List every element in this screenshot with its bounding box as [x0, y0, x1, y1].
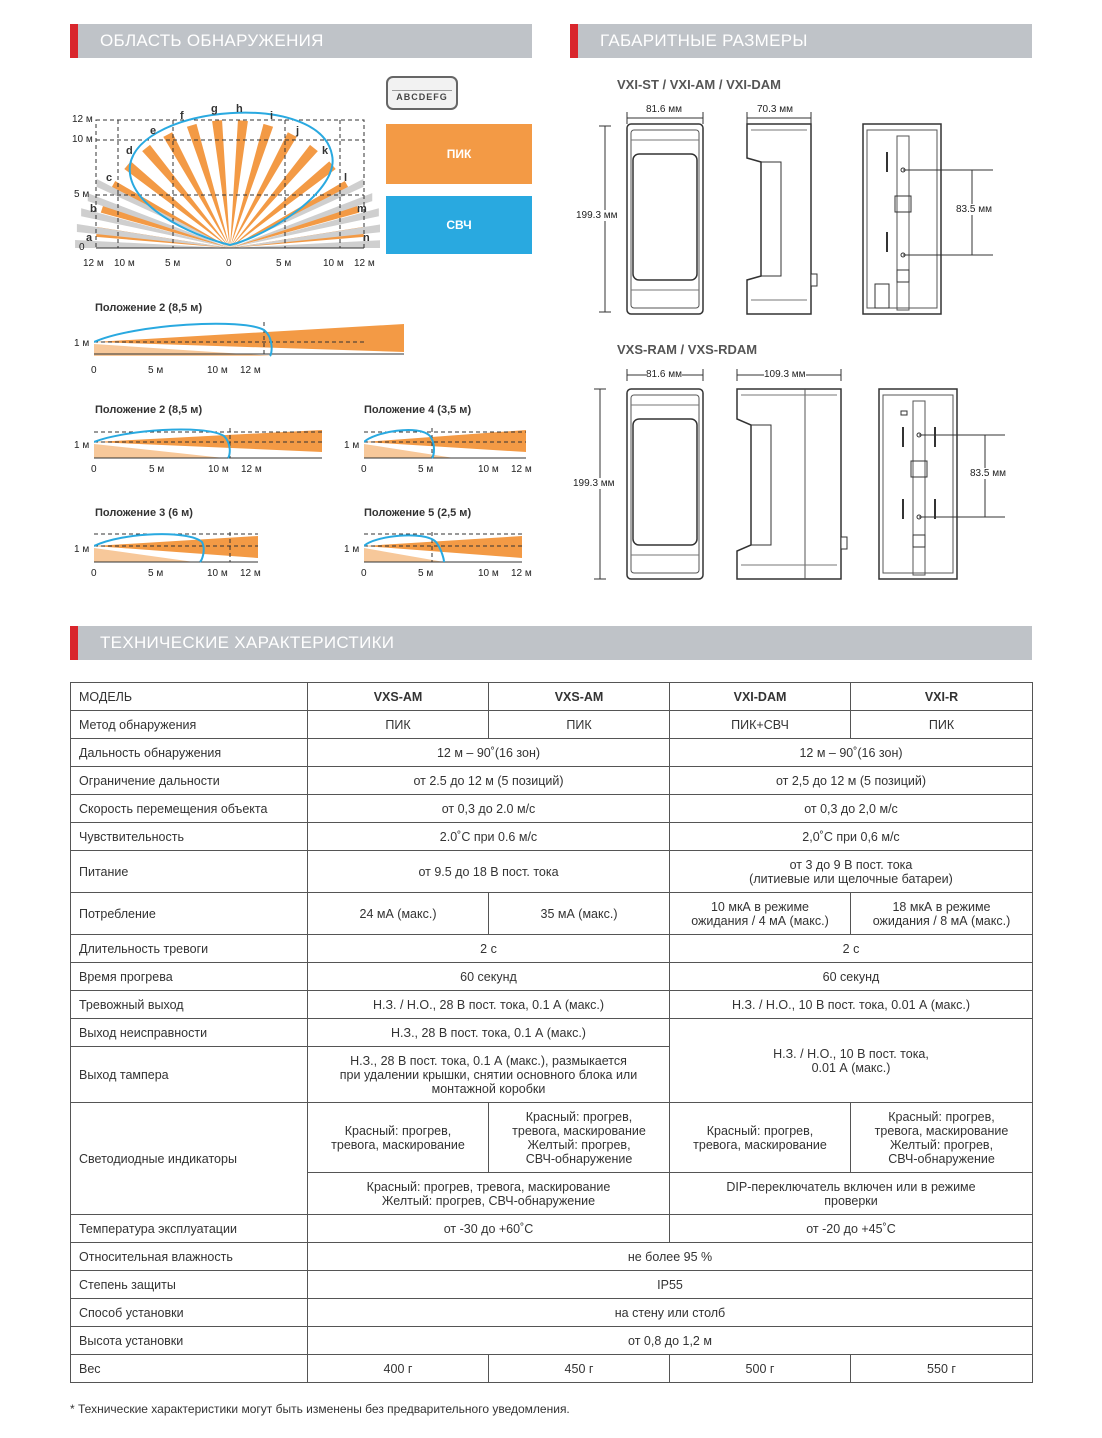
range-limit-right: от 2,5 до 12 м (5 позиций): [670, 767, 1033, 795]
led-col-3: Красный: прогрев, тревога, маскирование: [670, 1103, 851, 1173]
dimensions-drawing-1: [575, 100, 1005, 322]
model-col-1: VXS-AM: [308, 683, 489, 711]
warmup-left: 60 секунд: [308, 963, 670, 991]
consumption-col-1: 24 мА (макс.): [308, 893, 489, 935]
side-view-3: [364, 422, 528, 462]
height-1-label: 199.3 мм: [576, 210, 618, 221]
led-col-1: Красный: прогрев, тревога, маскирование: [308, 1103, 489, 1173]
side-view-5-x10: 10 м: [478, 568, 499, 579]
zone-j: j: [296, 125, 300, 137]
sensitivity-right: 2,0˚C при 0,6 м/с: [670, 823, 1033, 851]
zone-m: m: [357, 203, 367, 215]
weight-col-3: 500 г: [670, 1355, 851, 1383]
power-label: Питание: [71, 851, 308, 893]
side-view-2-x0: 0: [91, 464, 97, 475]
table-row: [71, 1019, 1033, 1047]
side-view-2-x5: 5 м: [149, 464, 165, 475]
x-label-5l: 5 м: [165, 258, 181, 269]
side-view-1-x12: 12 м: [240, 365, 261, 376]
range-limit-label: Ограничение дальности: [71, 767, 308, 795]
side-view-4-ylabel: 1 м: [74, 544, 90, 555]
alarm-duration-right: 2 с: [670, 935, 1033, 963]
side-view-2-title: Положение 2 (8,5 м): [95, 404, 203, 416]
mounting-label: Способ установки: [71, 1299, 308, 1327]
model-col-3: VXI-DAM: [670, 683, 851, 711]
weight-col-4: 550 г: [851, 1355, 1033, 1383]
detection-area-header: [70, 24, 532, 58]
zone-n: n: [363, 232, 370, 244]
x-label-12r: 12 м: [354, 258, 375, 269]
led-left-bottom: Красный: прогрев, тревога, маскирование Желтый: прогрев, СВЧ-обнаружение: [308, 1173, 670, 1215]
table-row: [71, 893, 1033, 935]
model-group-1: VXI-ST / VXI-AM / VXI-DAM: [617, 77, 781, 92]
table-row: [71, 851, 1033, 893]
method-col-2: ПИК: [489, 711, 670, 739]
side-view-5: [364, 526, 524, 566]
side-view-1: [94, 318, 406, 362]
power-right: от 3 до 9 В пост. тока (литиевые или щелочные батареи): [670, 851, 1033, 893]
legend-mw-label: СВЧ: [446, 218, 472, 232]
table-row: [71, 683, 1033, 711]
side-view-1-title: Положение 2 (8,5 м): [95, 302, 203, 314]
side-view-3-x5: 5 м: [418, 464, 434, 475]
side-view-1-ylabel: 1 м: [74, 338, 90, 349]
zone-g: g: [211, 103, 218, 115]
height-2-label: 199.3 мм: [573, 478, 615, 489]
zone-d: d: [126, 145, 133, 157]
x-label-10r: 10 м: [323, 258, 344, 269]
width-2-label: 81.6 мм: [646, 369, 682, 380]
model-group-2: VXS-RAM / VXS-RDAM: [617, 342, 758, 357]
power-left: от 9.5 до 18 В пост. тока: [308, 851, 670, 893]
alarm-duration-label: Длительность тревоги: [71, 935, 308, 963]
zone-f: f: [180, 110, 184, 122]
side-view-4-x12: 12 м: [240, 568, 261, 579]
side-view-5-ylabel: 1 м: [344, 544, 360, 555]
side-view-5-title: Положение 5 (2,5 м): [364, 507, 472, 519]
height-label: Высота установки: [71, 1327, 308, 1355]
mount-2-label: 83.5 мм: [970, 468, 1006, 479]
table-row: [71, 711, 1033, 739]
table-row: [71, 1355, 1033, 1383]
side-view-5-x5: 5 м: [418, 568, 434, 579]
humidity-label: Относительная влажность: [71, 1243, 308, 1271]
sensitivity-left: 2.0˚C при 0.6 м/с: [308, 823, 670, 851]
table-row: [71, 963, 1033, 991]
side-view-4-x5: 5 м: [148, 568, 164, 579]
side-view-3-x0: 0: [361, 464, 367, 475]
footnote: * Технические характеристики могут быть изменены без предварительного уведомления.: [70, 1402, 570, 1416]
alarm-output-label: Тревожный выход: [71, 991, 308, 1019]
table-row: [71, 767, 1033, 795]
zone-e: e: [150, 125, 157, 137]
consumption-label: Потребление: [71, 893, 308, 935]
alarm-output-left: Н.З. / Н.О., 28 В пост. тока, 0.1 А (макс.): [308, 991, 670, 1019]
legend-pir: [386, 124, 532, 184]
weight-col-2: 450 г: [489, 1355, 670, 1383]
range-label: Дальность обнаружения: [71, 739, 308, 767]
mounting-value: на стену или столб: [308, 1299, 1033, 1327]
consumption-col-3: 10 мкА в режиме ожидания / 4 мА (макс.): [670, 893, 851, 935]
zone-h: h: [236, 103, 243, 115]
protection-label: Степень защиты: [71, 1271, 308, 1299]
dimensions-header: [570, 24, 1032, 58]
table-row: [71, 1103, 1033, 1173]
speed-label: Скорость перемещения объекта: [71, 795, 308, 823]
led-col-4: Красный: прогрев, тревога, маскирование Желтый: прогрев, СВЧ-обнаружение: [851, 1103, 1033, 1173]
side-view-1-x5: 5 м: [148, 365, 164, 376]
zone-c: c: [106, 172, 113, 184]
side-view-5-x0: 0: [361, 568, 367, 579]
fault-output-left: Н.З., 28 В пост. тока, 0.1 А (макс.): [308, 1019, 670, 1047]
table-row: [71, 1243, 1033, 1271]
sensitivity-label: Чувствительность: [71, 823, 308, 851]
side-view-3-x10: 10 м: [478, 464, 499, 475]
mount-1-label: 83.5 мм: [956, 204, 992, 215]
weight-col-1: 400 г: [308, 1355, 489, 1383]
side-view-1-x0: 0: [91, 365, 97, 376]
method-label: Метод обнаружения: [71, 711, 308, 739]
table-row: [71, 1299, 1033, 1327]
width-1-label: 81.6 мм: [646, 104, 682, 115]
led-right-bottom: DIP-переключатель включен или в режиме проверки: [670, 1173, 1033, 1215]
tamper-output-left: Н.З., 28 В пост. тока, 0.1 А (макс.), размыкается при удалении крышки, снятии основного блока или монтажной коробки: [308, 1047, 670, 1103]
warmup-right: 60 секунд: [670, 963, 1033, 991]
x-label-0: 0: [226, 258, 232, 269]
specs-table: [70, 682, 1033, 1383]
side-view-4-title: Положение 3 (6 м): [95, 507, 193, 519]
alarm-duration-left: 2 с: [308, 935, 670, 963]
zone-k: k: [322, 145, 329, 157]
specs-header: [70, 626, 1032, 660]
tamper-output-label: Выход тампера: [71, 1047, 308, 1103]
humidity-value: не более 95 %: [308, 1243, 1033, 1271]
model-header: МОДЕЛЬ: [71, 683, 308, 711]
table-row: [71, 1215, 1033, 1243]
temperature-left: от -30 до +60˚C: [308, 1215, 670, 1243]
warmup-label: Время прогрева: [71, 963, 308, 991]
fault-output-label: Выход неисправности: [71, 1019, 308, 1047]
y-label-12: 12 м: [72, 114, 93, 125]
legend-pir-label: ПИК: [446, 147, 472, 161]
zone-l: l: [344, 172, 348, 184]
table-row: [71, 935, 1033, 963]
side-view-2-x12: 12 м: [241, 464, 262, 475]
x-label-12l: 12 м: [83, 258, 104, 269]
specs-title: ТЕХНИЧЕСКИЕ ХАРАКТЕРИСТИКИ: [100, 633, 395, 652]
detection-top-view: [70, 95, 380, 255]
side-view-4-x0: 0: [91, 568, 97, 579]
table-row: [71, 1327, 1033, 1355]
side-view-4: [94, 526, 260, 566]
consumption-col-4: 18 мкА в режиме ожидания / 8 мА (макс.): [851, 893, 1033, 935]
range-selector-icon: [386, 76, 458, 110]
range-limit-left: от 2.5 до 12 м (5 позиций): [308, 767, 670, 795]
protection-value: IP55: [308, 1271, 1033, 1299]
side-view-3-ylabel: 1 м: [344, 440, 360, 451]
y-label-5: 5 м: [74, 189, 90, 200]
zone-b: b: [90, 203, 97, 215]
side-view-2-ylabel: 1 м: [74, 440, 90, 451]
range-right: 12 м – 90˚(16 зон): [670, 739, 1033, 767]
table-row: [71, 823, 1033, 851]
model-col-4: VXI-R: [851, 683, 1033, 711]
side-view-2: [94, 422, 324, 462]
side-view-1-x10: 10 м: [207, 365, 228, 376]
table-row: [71, 739, 1033, 767]
side-view-3-title: Положение 4 (3,5 м): [364, 404, 472, 416]
dimensions-title: ГАБАРИТНЫЕ РАЗМЕРЫ: [600, 31, 808, 50]
legend-mw: [386, 196, 532, 254]
model-col-2: VXS-AM: [489, 683, 670, 711]
side-view-4-x10: 10 м: [207, 568, 228, 579]
depth-2-label: 109.3 мм: [764, 369, 806, 380]
zone-a: a: [86, 232, 93, 244]
side-view-5-x12: 12 м: [511, 568, 532, 579]
method-col-3: ПИК+СВЧ: [670, 711, 851, 739]
selector-letters: ABCDEFG: [396, 92, 448, 102]
method-col-4: ПИК: [851, 711, 1033, 739]
consumption-col-2: 35 мА (макс.): [489, 893, 670, 935]
weight-label: Вес: [71, 1355, 308, 1383]
depth-1-label: 70.3 мм: [757, 104, 793, 115]
led-label: Светодиодные индикаторы: [71, 1103, 308, 1215]
side-view-2-x10: 10 м: [208, 464, 229, 475]
temperature-right: от -20 до +45˚C: [670, 1215, 1033, 1243]
range-left: 12 м – 90˚(16 зон): [308, 739, 670, 767]
speed-left: от 0,3 до 2.0 м/с: [308, 795, 670, 823]
led-col-2: Красный: прогрев, тревога, маскирование Желтый: прогрев, СВЧ-обнаружение: [489, 1103, 670, 1173]
tamper-output-right: Н.З. / Н.О., 10 В пост. тока, 0.01 А (макс.): [670, 1019, 1033, 1103]
y-label-0: 0: [79, 242, 85, 253]
dimensions-drawing-2: [575, 365, 1015, 587]
alarm-output-right: Н.З. / Н.О., 10 В пост. тока, 0.01 А (макс.): [670, 991, 1033, 1019]
method-col-1: ПИК: [308, 711, 489, 739]
speed-right: от 0,3 до 2,0 м/с: [670, 795, 1033, 823]
zone-i: i: [270, 110, 274, 122]
x-label-5r: 5 м: [276, 258, 292, 269]
x-label-10l: 10 м: [114, 258, 135, 269]
y-label-10: 10 м: [72, 134, 93, 145]
detection-area-title: ОБЛАСТЬ ОБНАРУЖЕНИЯ: [100, 31, 324, 50]
height-value: от 0,8 до 1,2 м: [308, 1327, 1033, 1355]
temperature-label: Температура эксплуатации: [71, 1215, 308, 1243]
detection-zones-fan: [75, 120, 380, 248]
table-row: [71, 991, 1033, 1019]
table-row: [71, 1271, 1033, 1299]
table-row: [71, 795, 1033, 823]
side-view-3-x12: 12 м: [511, 464, 532, 475]
